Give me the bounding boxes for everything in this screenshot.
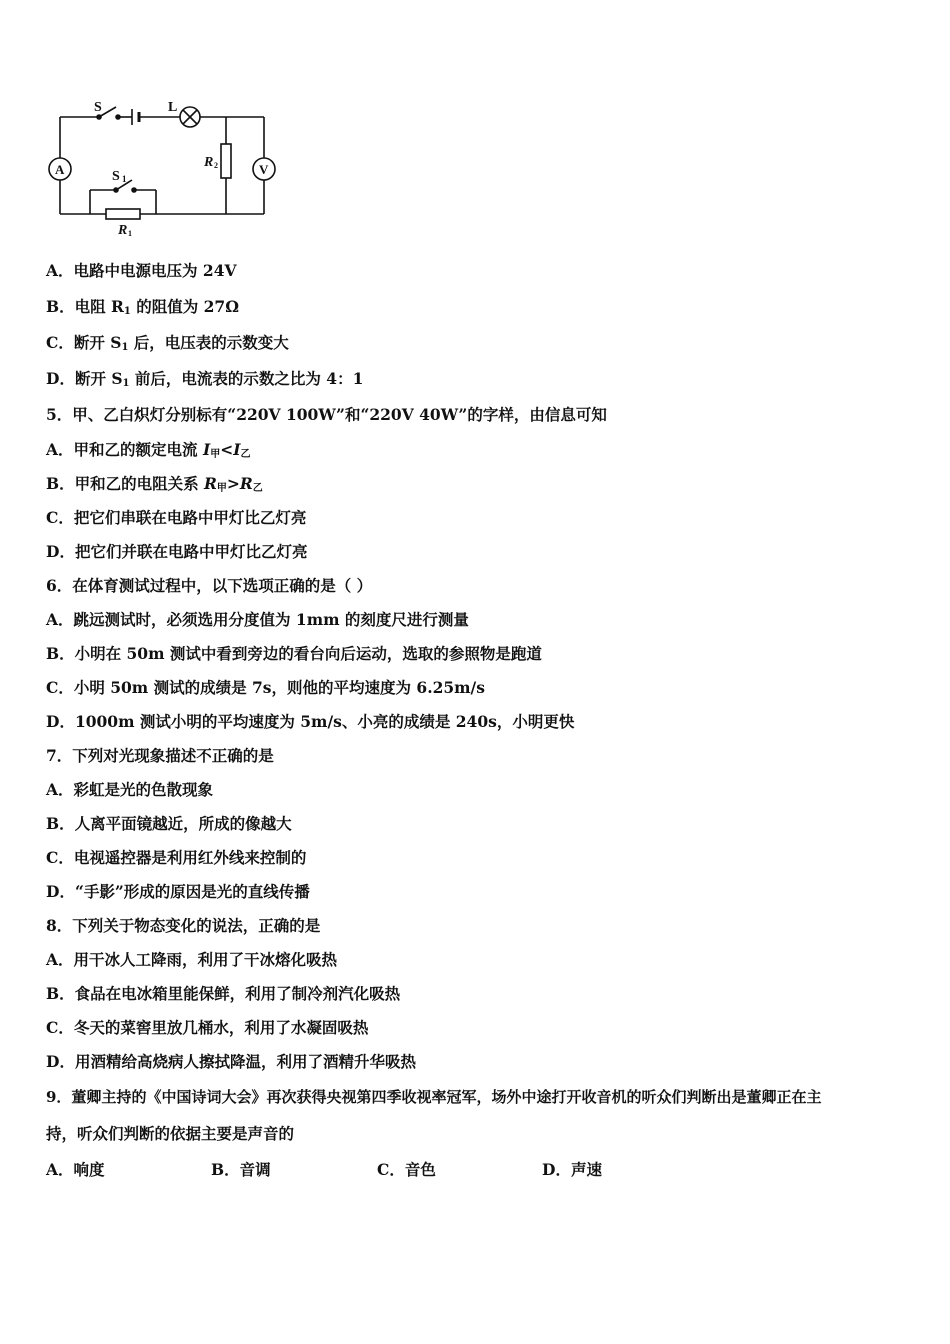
q8-option-a: A．用干冰人工降雨，利用了干冰熔化吸热 (46, 950, 338, 969)
q4-option-c (46, 333, 289, 358)
q5-stem: 5．甲、乙白炽灯分别标有“220V 100W”和“220V 40W”的字样，由信息可知 (46, 405, 607, 424)
label-s1: S (112, 169, 120, 184)
q8-option-b: B．食品在电冰箱里能保鲜，利用了制冷剂汽化吸热 (46, 984, 401, 1003)
q4-option-a: A．电路中电源电压为 24V (46, 261, 237, 280)
q7-option-d: D．“手影”形成的原因是光的直线传播 (46, 882, 310, 901)
q6-option-c: C．小明 50m 测试的成绩是 7s，则他的平均速度为 6.25m/s (46, 678, 485, 697)
q4-option-b (46, 297, 239, 322)
q5-option-a (46, 440, 250, 465)
q8-option-c: C．冬天的菜窖里放几桶水，利用了水凝固吸热 (46, 1018, 369, 1037)
q5-option-a-sub1: 甲 (210, 449, 221, 460)
q5-option-c: C．把它们串联在电路中甲灯比乙灯亮 (46, 508, 307, 527)
q5-option-a-sym1: I (202, 440, 211, 459)
label-s1-sub: 1 (122, 174, 127, 184)
q9-options (46, 1158, 666, 1178)
q7-stem: 7．下列对光现象描述不正确的是 (46, 746, 274, 765)
q5-option-b-op: > (226, 474, 240, 493)
q9-option-a: A．响度 (46, 1160, 105, 1179)
circuit-diagram (44, 96, 284, 241)
resistor-r1 (106, 209, 140, 219)
q5-option-a-sub2: 乙 (240, 449, 251, 460)
q6-option-b: B．小明在 50m 测试中看到旁边的看台向后运动，选取的参照物是跑道 (46, 644, 542, 663)
q9-option-d: D．声速 (542, 1160, 602, 1179)
q5-option-b-sub2: 乙 (252, 483, 263, 494)
label-r1: R (118, 223, 128, 238)
q4-option-b-sub: 1 (123, 306, 131, 317)
q5-option-b-pre: B．甲和乙的电阻关系 (46, 474, 204, 493)
label-ammeter: A (55, 162, 65, 177)
q6-option-d: D．1000m 测试小明的平均速度为 5m/s、小亮的成绩是 240s，小明更快 (46, 712, 575, 731)
q8-stem: 8．下列关于物态变化的说法，正确的是 (46, 916, 321, 935)
q4-option-c-post: 后，电压表的示数变大 (128, 333, 289, 352)
q5-option-a-pre: A．甲和乙的额定电流 (46, 440, 203, 459)
q5-option-a-sym2: I (233, 440, 241, 459)
q6-stem: 6．在体育测试过程中，以下选项正确的是（ ） (46, 576, 373, 595)
q8-option-d: D．用酒精给高烧病人擦拭降温，利用了酒精升华吸热 (46, 1052, 416, 1071)
label-r2-sub: 2 (214, 161, 218, 170)
q5-option-b-sym1: R (204, 474, 217, 493)
q6-option-a: A．跳远测试时，必须选用分度值为 1mm 的刻度尺进行测量 (46, 610, 469, 629)
q4-option-c-pre: C．断开 S (46, 333, 122, 352)
q9-option-c: C．音色 (377, 1160, 436, 1179)
label-voltmeter: V (259, 162, 269, 177)
q5-option-b (46, 474, 263, 499)
q4-option-d-pre: D．断开 S (46, 369, 123, 388)
q4-option-d-sub: 1 (122, 378, 130, 389)
q5-option-b-sym2: R (239, 474, 253, 493)
q4-option-d-post: 前后，电流表的示数之比为 4：1 (129, 369, 364, 388)
q4-option-d (46, 369, 363, 394)
q4-option-c-sub: 1 (121, 342, 129, 353)
q4-option-b-post: 的阻值为 27Ω (130, 297, 240, 316)
label-l: L (168, 100, 178, 115)
q7-option-a: A．彩虹是光的色散现象 (46, 780, 214, 799)
q5-option-d: D．把它们并联在电路中甲灯比乙灯亮 (46, 542, 308, 561)
q4-option-b-pre: B．电阻 R (46, 297, 124, 316)
q9-stem-line1: 9．董卿主持的《中国诗词大会》再次获得央视第四季收视率冠军，场外中途打开收音机的听众们判断出是董卿正在主 (46, 1088, 822, 1106)
q7-option-c: C．电视遥控器是利用红外线来控制的 (46, 848, 307, 867)
q9-option-b: B．音调 (211, 1160, 271, 1179)
q9-stem-line2: 持，听众们判断的依据主要是声音的 (46, 1124, 295, 1143)
q5-option-b-sub1: 甲 (216, 483, 227, 494)
label-s: S (94, 100, 102, 115)
q7-option-b: B．人离平面镜越近，所成的像越大 (46, 814, 292, 833)
q5-option-a-op: < (220, 440, 234, 459)
resistor-r2 (221, 144, 231, 178)
label-r2: R (204, 155, 214, 170)
label-r1-sub: 1 (128, 229, 132, 238)
